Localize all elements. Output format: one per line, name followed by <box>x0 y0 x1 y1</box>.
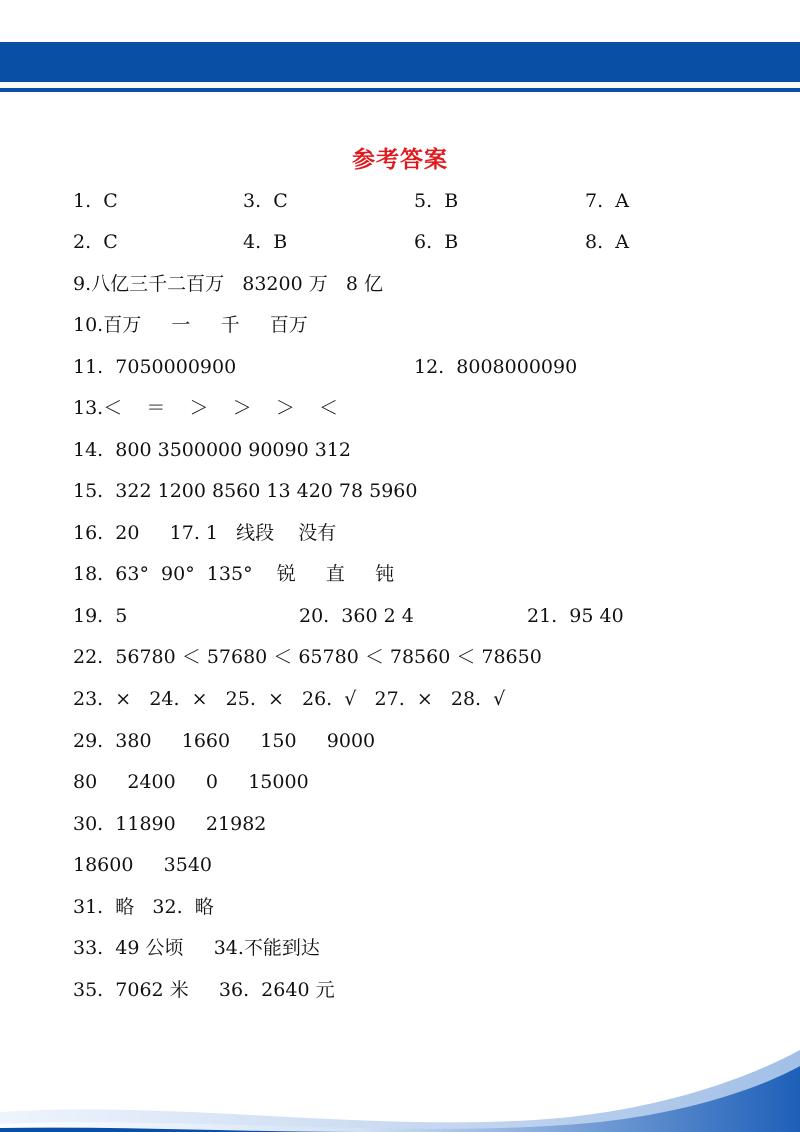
answer-q4: 4. B <box>243 231 288 253</box>
answer-row-8 <box>0 476 800 506</box>
answer-row-16 <box>0 809 800 839</box>
answer-q13: 13.＜ ＝ ＞ ＞ ＞ ＜ <box>73 397 339 419</box>
answer-q8: 8. A <box>585 231 629 253</box>
answer-row-12 <box>0 642 800 672</box>
footer-wave-decoration <box>0 1042 800 1132</box>
answer-row-14 <box>0 726 800 756</box>
answer-q18: 18. 63° 90° 135° 锐 直 钝 <box>73 563 395 585</box>
answer-row-3 <box>0 269 800 299</box>
answer-q15: 15. 322 1200 8560 13 420 78 5960 <box>73 480 418 502</box>
answer-q6: 6. B <box>414 231 459 253</box>
answer-q1: 1. C <box>73 190 118 212</box>
answer-q35-36: 35. 7062 米 36. 2640 元 <box>73 979 335 1001</box>
answer-q23-28: 23. × 24. × 25. × 26. √ 27. × 28. √ <box>73 688 506 710</box>
answer-q29-b: 80 2400 0 15000 <box>73 771 309 793</box>
answer-row-18 <box>0 892 800 922</box>
answer-row-7 <box>0 435 800 465</box>
answer-q2: 2. C <box>73 231 118 253</box>
answer-q29-a: 29. 380 1660 150 9000 <box>73 730 376 752</box>
answer-row-10 <box>0 559 800 589</box>
answer-q19: 19. 5 <box>73 605 128 627</box>
answer-row-19 <box>0 933 800 963</box>
answer-row-13 <box>0 684 800 714</box>
answer-row-11 <box>0 601 800 631</box>
answer-q30-a: 30. 11890 21982 <box>73 813 267 835</box>
answer-q33-34: 33. 49 公顷 34.不能到达 <box>73 937 320 959</box>
answer-q14: 14. 800 3500000 90090 312 <box>73 439 352 461</box>
answer-q20: 20. 360 2 4 <box>299 605 414 627</box>
answer-q7: 7. A <box>585 190 629 212</box>
answer-row-15 <box>0 767 800 797</box>
answer-row-6 <box>0 393 800 423</box>
answer-q5: 5. B <box>414 190 459 212</box>
answer-q21: 21. 95 40 <box>527 605 624 627</box>
answer-q10: 10.百万 一 千 百万 <box>73 314 308 336</box>
answer-q31-32: 31. 略 32. 略 <box>73 896 214 918</box>
answer-row-1 <box>0 186 800 216</box>
answer-row-4 <box>0 310 800 340</box>
page-title: 参考答案 <box>352 147 448 173</box>
header-band <box>0 42 800 82</box>
answer-row-5 <box>0 352 800 382</box>
answer-q3: 3. C <box>243 190 288 212</box>
answer-q16-17: 16. 20 17. 1 线段 没有 <box>73 522 337 544</box>
answer-q22: 22. 56780 ＜ 57680 ＜ 65780 ＜ 78560 ＜ 78650 <box>73 646 542 668</box>
answer-row-9 <box>0 518 800 548</box>
answer-q30-b: 18600 3540 <box>73 854 212 876</box>
answer-row-20 <box>0 975 800 1005</box>
answer-q11: 11. 7050000900 <box>73 356 237 378</box>
answer-row-17 <box>0 850 800 880</box>
header-rule <box>0 88 800 92</box>
answer-row-2 <box>0 227 800 257</box>
answer-q12: 12. 8008000090 <box>414 356 578 378</box>
answer-q9: 9.八亿三千二百万 83200 万 8 亿 <box>73 273 383 295</box>
